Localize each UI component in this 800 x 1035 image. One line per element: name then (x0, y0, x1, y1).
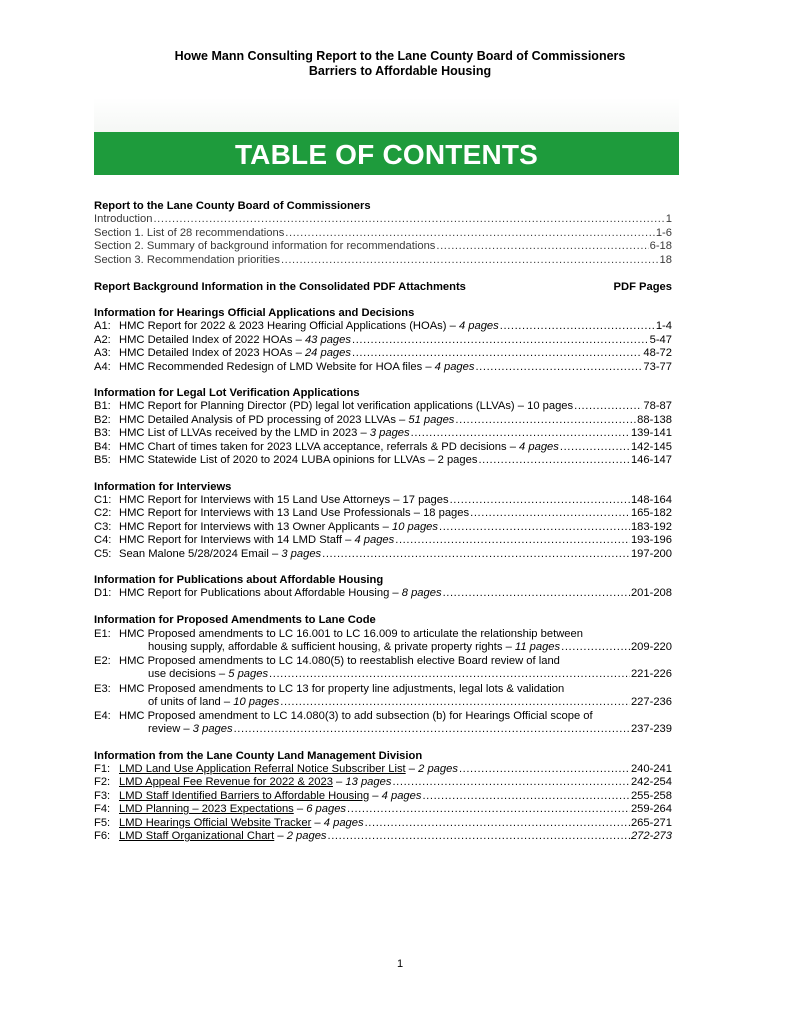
attachments-heading (94, 280, 672, 294)
group-d-list (94, 587, 672, 601)
dot-leader (365, 817, 630, 831)
toc-entry-label: HMC Report for Interviews with 15 Land Use Attorneys – (119, 493, 403, 506)
toc-entry[interactable] (94, 320, 672, 334)
report-header-line2: Barriers to Affordable Housing (308, 64, 492, 78)
dot-leader (352, 347, 642, 361)
toc-entry-label: HMC Recommended Redesign of LMD Website for HOA files – (119, 360, 435, 373)
toc-entry-link[interactable]: LMD Hearings Official Website Tracker (119, 816, 312, 829)
toc-entry-length: 10 pages (233, 695, 280, 708)
report-header-line1: Howe Mann Consulting Report to the Lane County Board of Commissioners (174, 49, 626, 63)
toc-entry-length: 4 pages (519, 440, 559, 453)
toc-entry-label: HMC Report for Interviews with 14 LMD Staff – (119, 534, 355, 546)
toc-entry-label: HMC List of LLVAs received by the LMD in 2023 – (119, 427, 370, 439)
dash-separator: – (274, 830, 287, 842)
toc-entry-pages: 78-87 (643, 400, 672, 412)
toc-entry-code: C1: (94, 493, 112, 506)
toc-entry-length: 11 pages (514, 640, 561, 653)
toc-entry[interactable] (94, 641, 672, 655)
dot-leader (439, 521, 630, 535)
toc-entry-pages: 193-196 (630, 534, 672, 546)
toc-entry-label: review – (148, 723, 193, 735)
dot-leader (234, 723, 630, 737)
toc-entry-pages: 221-226 (630, 668, 672, 680)
toc-entry[interactable] (94, 400, 672, 414)
toc-entry[interactable] (94, 494, 672, 508)
toc-entry-link[interactable]: LMD Land Use Application Referral Notice Subscriber List (119, 762, 406, 775)
toc-entry-pages: 1-4 (655, 320, 672, 332)
toc-entry-pages: 209-220 (630, 640, 672, 653)
group-e-list (94, 627, 672, 737)
toc-entry-length: 8 pages (401, 587, 442, 599)
toc-entry-pages: 240-241 (630, 762, 672, 775)
toc-entry-length: 3 pages (369, 427, 410, 439)
toc-entry-code: B2: (94, 413, 111, 426)
toc-entry-label: Section 1. List of 28 recommendations (94, 226, 285, 239)
section-heading-legal-lots: Information for Legal Lot Verification Applications (94, 387, 360, 399)
toc-entry-label: HMC Proposed amendment to LC 14.080(3) to add subsection (b) for Hearings Official scope of (119, 710, 593, 722)
toc-entry-label: HMC Statewide List of 2020 to 2024 LUBA opinions for LLVAs – (119, 454, 438, 466)
toc-entry-label: HMC Report for Interviews with 13 Land Use Professionals – (119, 507, 424, 519)
dot-leader (395, 534, 630, 548)
dot-leader (269, 668, 630, 682)
dot-leader (352, 334, 649, 348)
toc-entry-length: 10 pages (391, 520, 439, 533)
toc-entry-pages: 5-47 (649, 333, 672, 346)
toc-entry-length: 6 pages (306, 803, 347, 815)
report-list (94, 213, 672, 267)
toc-entry-pages: 18 (659, 253, 672, 266)
toc-entry-label: HMC Proposed amendments to LC 13 for property line adjustments, legal lots & validation (119, 682, 565, 695)
toc-entry[interactable] (94, 521, 672, 535)
toc-entry-link[interactable]: LMD Staff Organizational Chart (119, 830, 275, 842)
toc-entry[interactable] (94, 587, 672, 601)
toc-entry-pages: 139-141 (630, 427, 672, 439)
toc-entry-label: of units of land – (148, 695, 234, 708)
dot-leader (470, 507, 630, 521)
dot-leader (574, 400, 642, 414)
toc-entry-length: 3 pages (281, 547, 322, 560)
toc-entry[interactable] (94, 534, 672, 548)
toc-entry[interactable] (94, 790, 672, 804)
toc-entry-pages: 272-273 (630, 830, 672, 842)
toc-entry-length: 2 pages (286, 830, 327, 842)
toc-entry-pages: 88-138 (637, 413, 672, 426)
toc-banner: TABLE OF CONTENTS (94, 132, 679, 175)
toc-entry-label: housing supply, affordable & sufficient housing, & private property rights – (148, 640, 515, 653)
toc-entry-link[interactable]: LMD Staff Identified Barriers to Affordable Housing (119, 789, 370, 802)
dot-leader (561, 641, 630, 655)
toc-entry-code: C5: (94, 547, 112, 560)
toc-entry-code: C2: (94, 507, 112, 519)
toc-entry-label: HMC Report for Publications about Affordable Housing – (119, 587, 402, 599)
toc-entry-code: F5: (94, 816, 111, 829)
dot-leader (459, 763, 630, 777)
toc-entry[interactable] (94, 817, 672, 831)
toc-entry-code: F3: (94, 789, 111, 802)
toc-entry-pages: 237-239 (630, 723, 672, 735)
toc-entry-label: HMC Detailed Index of 2022 HOAs – (119, 333, 305, 346)
toc-entry-link[interactable]: LMD Planning – 2023 Expectations (119, 803, 294, 815)
toc-entry[interactable] (94, 548, 672, 562)
toc-entry-code: B1: (94, 400, 111, 412)
toc-entry-length: 2 pages (418, 762, 458, 775)
dot-leader (443, 587, 630, 601)
section-heading-interviews: Information for Interviews (94, 480, 232, 493)
group-f-list (94, 763, 672, 844)
toc-entry-pages: 142-145 (630, 440, 672, 453)
toc-entry-length: 4 pages (434, 360, 475, 373)
dot-leader (422, 790, 629, 804)
dot-leader (450, 494, 630, 508)
toc-entry-code: E3: (94, 682, 111, 695)
toc-entry-code: A4: (94, 360, 111, 373)
group-b-list (94, 400, 672, 468)
dot-leader (475, 361, 642, 375)
toc-entry-label: HMC Detailed Analysis of PD processing of 2023 LLVAs – (119, 413, 409, 426)
toc-entry-pages: 165-182 (630, 507, 672, 519)
toc-entry-code: F2: (94, 776, 111, 788)
toc-entry-length: 43 pages (304, 333, 351, 346)
toc-entry-pages: 242-254 (630, 776, 672, 788)
toc-entry-pages: 183-192 (630, 520, 672, 533)
toc-entry[interactable] (94, 696, 672, 710)
dot-leader (500, 320, 655, 334)
toc-entry-pages: 148-164 (630, 493, 672, 506)
toc-entry-code: E4: (94, 710, 111, 722)
toc-entry-pages: 201-208 (630, 587, 672, 599)
section-heading-hearings: Information for Hearings Official Applications and Decisions (94, 307, 415, 319)
toc-entry-code: C3: (94, 520, 112, 533)
toc-entry-length: 2 pages (437, 454, 478, 466)
toc-entry-pages: 259-264 (630, 803, 672, 815)
toc-entry-pages: 6-18 (649, 240, 672, 252)
toc-entry-length: 4 pages (354, 534, 395, 546)
toc-entry-code: F4: (94, 803, 111, 815)
report-heading: Report to the Lane County Board of Commissioners (94, 200, 371, 212)
dot-leader (285, 227, 655, 241)
toc-entry-length: 18 pages (423, 507, 470, 519)
toc-entry-length: 4 pages (323, 816, 364, 829)
dash-separator: – (311, 816, 324, 829)
toc-entry[interactable] (94, 427, 672, 441)
dash-separator: – (293, 803, 307, 815)
dot-leader (328, 830, 630, 844)
toc-entry[interactable] (94, 454, 672, 468)
section-heading-amendments: Information for Proposed Amendments to Lane Code (94, 613, 376, 626)
toc-entry[interactable] (94, 830, 672, 844)
attachments-heading-title: Report Background Information in the Consolidated PDF Attachments (94, 281, 466, 293)
toc-entry-code: B5: (94, 454, 111, 466)
dot-leader (280, 696, 630, 710)
toc-entry-pages: 227-236 (630, 695, 672, 708)
toc-entry-length: 51 pages (408, 413, 455, 426)
toc-entry-introduction[interactable] (94, 213, 672, 227)
toc-entry-length: 24 pages (304, 347, 351, 359)
toc-entry-link[interactable]: LMD Appeal Fee Revenue for 2022 & 2023 (119, 776, 333, 788)
toc-entry-code: D1: (94, 587, 112, 599)
pdf-pages-heading: PDF Pages (613, 281, 672, 293)
group-a-list (94, 320, 672, 374)
dot-leader (322, 548, 630, 562)
toc-entry-label: HMC Chart of times taken for 2023 LLVA acceptance, referrals & PD decisions – (119, 440, 520, 453)
toc-entry-code: A2: (94, 333, 111, 346)
toc-entry-pages: 255-258 (630, 789, 672, 802)
toc-entry[interactable] (94, 763, 672, 777)
toc-entry-pages: 146-147 (630, 454, 672, 466)
toc-entry-code: E2: (94, 655, 111, 667)
dot-leader (478, 454, 630, 468)
page-number: 1 (396, 958, 404, 970)
banner-fade (94, 98, 679, 132)
toc-entry-label: HMC Report for Interviews with 13 Owner Applicants – (119, 520, 392, 533)
toc-entry-section-1[interactable] (94, 227, 672, 241)
group-c-list (94, 494, 672, 562)
dot-leader (436, 240, 648, 254)
toc-entry-length: 4 pages (381, 789, 422, 802)
toc-entry[interactable] (94, 361, 672, 375)
dot-leader (153, 213, 664, 227)
toc-entry-first-line[interactable] (94, 682, 672, 696)
toc-entry-length: 13 pages (345, 776, 392, 788)
toc-entry-first-line[interactable] (94, 654, 672, 668)
toc-entry[interactable] (94, 441, 672, 455)
toc-entry-pages: 73-77 (643, 360, 672, 373)
toc-entry-length: 17 pages (402, 493, 449, 506)
toc-entry-label: Section 3. Recommendation priorities (94, 253, 280, 266)
toc-entry-section-3[interactable] (94, 254, 672, 268)
toc-entry-section-2[interactable] (94, 240, 672, 254)
dot-leader (392, 776, 629, 790)
toc-entry-code: A3: (94, 347, 111, 359)
toc-entry[interactable] (94, 803, 672, 817)
dot-leader (281, 254, 659, 268)
dot-leader (455, 414, 636, 428)
dash-separator: – (369, 789, 382, 802)
toc-entry[interactable] (94, 414, 672, 428)
toc-entry-code: F6: (94, 830, 111, 842)
toc-entry-code: B3: (94, 427, 111, 439)
toc-entry-pages: 1-6 (655, 226, 672, 239)
toc-entry[interactable] (94, 668, 672, 682)
toc-entry-first-line[interactable] (94, 627, 672, 641)
toc-entry-label: HMC Report for Planning Director (PD) legal lot verification applications (LLVAs) – (119, 400, 528, 412)
toc-entry-label: HMC Report for 2022 & 2023 Hearing Official Applications (HOAs) – (119, 320, 459, 332)
toc-entry[interactable] (94, 507, 672, 521)
toc-body (94, 199, 672, 844)
toc-entry-label: Sean Malone 5/28/2024 Email – (119, 547, 282, 560)
toc-entry-first-line[interactable] (94, 709, 672, 723)
toc-entry-length: 5 pages (228, 668, 269, 680)
toc-entry-pages: 265-271 (630, 816, 672, 829)
toc-entry-label: Section 2. Summary of background information for recommendations (94, 240, 436, 252)
toc-entry-label: Introduction (94, 213, 153, 225)
dot-leader (560, 441, 630, 455)
section-heading-publications: Information for Publications about Affordable Housing (94, 574, 384, 586)
toc-entry-label: HMC Proposed amendments to LC 16.001 to LC 16.009 to articulate the relationship between (119, 627, 583, 640)
toc-entry-label: HMC Proposed amendments to LC 14.080(5) to reestablish elective Board review of land (119, 655, 560, 667)
toc-entry-code: F1: (94, 762, 111, 775)
section-heading-lmd: Information from the Lane County Land Management Division (94, 749, 423, 762)
toc-entry[interactable] (94, 776, 672, 790)
toc-entry-pages: 1 (665, 213, 672, 225)
dot-leader (411, 427, 630, 441)
toc-entry[interactable] (94, 334, 672, 348)
toc-entry-pages: 197-200 (630, 547, 672, 560)
toc-entry-label: HMC Detailed Index of 2023 HOAs – (119, 347, 305, 359)
dot-leader (347, 803, 630, 817)
toc-entry-pages: 48-72 (643, 347, 672, 359)
dash-separator: – (405, 762, 419, 775)
toc-entry-code: A1: (94, 320, 111, 332)
dash-separator: – (332, 776, 346, 788)
toc-entry-label: use decisions – (148, 668, 229, 680)
toc-entry-code: B4: (94, 440, 111, 453)
toc-entry-length: 10 pages (527, 400, 574, 412)
toc-entry-length: 4 pages (458, 320, 499, 332)
toc-entry-length: 3 pages (192, 723, 233, 735)
toc-entry[interactable] (94, 347, 672, 361)
toc-entry-code: C4: (94, 534, 112, 546)
toc-entry[interactable] (94, 723, 672, 737)
toc-entry-code: E1: (94, 627, 111, 640)
